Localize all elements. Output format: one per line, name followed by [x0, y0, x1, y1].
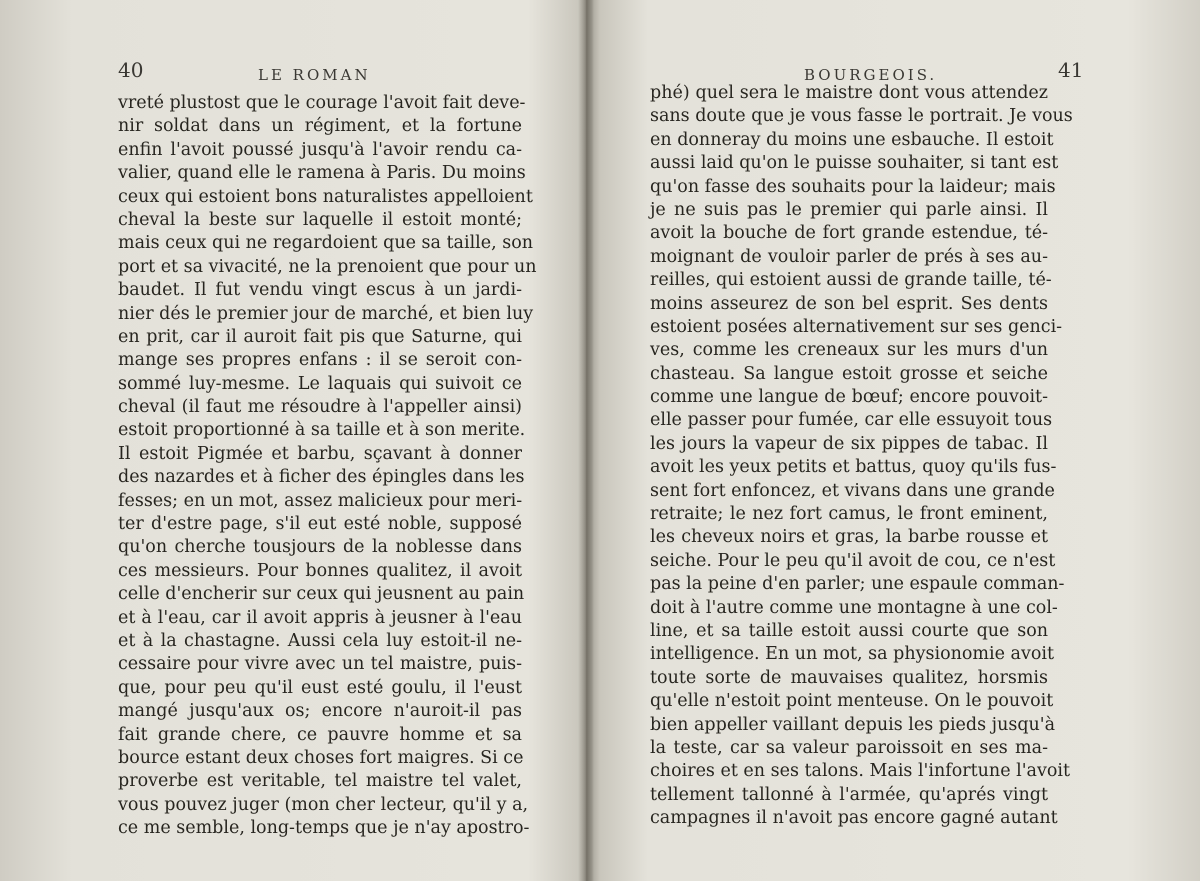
running-head: BOURGEOIS. — [804, 66, 938, 84]
text-line: vreté plustost que le courage l'avoit fait deve- — [118, 93, 526, 113]
text-line: choires et en ses talons. Mais l'infortune l'avoit — [650, 761, 1070, 782]
text-line: des nazardes et à ficher des épingles dans les — [118, 467, 525, 488]
text-line: qu'elle n'estoit point menteuse. On le pouvoit — [650, 691, 1054, 712]
text-line: pas la peine d'en parler; une espaule comman- — [650, 574, 1065, 595]
text-line: ter d'estre page, s'il eut esté noble, supposé — [118, 514, 522, 535]
text-line: avoit la bouche de fort grande estendue, té- — [650, 223, 1048, 244]
text-line: celle d'encherir sur ceux qui jeusnent au pain — [118, 584, 525, 605]
text-line: les jours la vapeur de six pippes de tabac. Il — [650, 433, 1048, 454]
text-line: et à la chastagne. Aussi cela luy estoit-il ne- — [118, 630, 522, 651]
text-line: ceux qui estoient bons naturalistes appelloient — [118, 186, 533, 207]
text-line: seiche. Pour le peu qu'il avoit de cou, ce n'est — [650, 550, 1056, 571]
text-line: ves, comme les creneaux sur les murs d'un — [650, 340, 1048, 361]
text-line: moins asseurez de son bel esprit. Ses dents — [650, 293, 1048, 314]
text-line: bource estant deux choses fort maigres. Si ce — [118, 747, 524, 768]
text-line: fesses; en un mot, assez malicieux pour meri- — [118, 490, 523, 511]
text-line: proverbe est veritable, tel maistre tel valet, — [118, 771, 522, 792]
text-line: les cheveux noirs et gras, la barbe rousse et — [650, 527, 1048, 548]
right-page — [590, 0, 1200, 881]
text-line: avoit les yeux petits et battus, quoy qu'ils fus- — [650, 457, 1057, 478]
text-line: que, pour peu qu'il eust esté goulu, il l'eust — [118, 677, 522, 698]
text-line: elle passer pour fumée, car elle essuyoit tous — [650, 410, 1053, 431]
text-line: campagnes il n'avoit pas encore gagné autant — [650, 808, 1058, 829]
text-line: en donneray du moins une esbauche. Il estoit — [650, 129, 1054, 150]
text-line: en prit, car il auroit fait pis que Saturne, qui — [118, 326, 522, 347]
text-line: aussi laid qu'on le puisse souhaiter, si tant est — [650, 153, 1059, 174]
text-line: estoient posées alternativement sur ses genci- — [650, 316, 1063, 337]
page-number: 41 — [1058, 58, 1084, 82]
text-line: cheval (il faut me résoudre à l'appeller ainsi) — [118, 397, 522, 418]
text-line: doit à l'autre comme une montagne à une col- — [650, 597, 1058, 618]
text-line: qu'on cherche tousjours de la noblesse dans — [118, 537, 522, 558]
text-line: valier, quand elle le ramena à Paris. Du moins — [118, 163, 526, 184]
text-line: vous pouvez juger (mon cher lecteur, qu'il y a, — [118, 794, 529, 815]
text-line: ce me semble, long-temps que je n'ay apostro- — [118, 818, 530, 839]
text-line: phé) quel sera le maistre dont vous attendez — [650, 83, 1048, 103]
text-line: mange ses propres enfans : il se seroit con- — [118, 350, 522, 371]
text-line: line, et sa taille estoit aussi courte que son — [650, 620, 1048, 641]
text-line: je ne suis pas le premier qui parle ainsi. Il — [650, 199, 1048, 220]
page-number: 40 — [118, 58, 144, 82]
text-line: intelligence. En un mot, sa physionomie avoit — [650, 644, 1055, 665]
text-line: fait grande chere, ce pauvre homme et sa — [118, 724, 522, 745]
text-line: sent fort enfoncez, et vivans dans une grande — [650, 480, 1055, 501]
text-line: sommé luy-mesme. Le laquais qui suivoit ce — [118, 373, 522, 394]
text-line: toute sorte de mauvaises qualitez, horsmis — [650, 667, 1048, 688]
text-line: tellement tallonné à l'armée, qu'aprés vingt — [650, 784, 1048, 805]
text-line: chasteau. Sa langue estoit grosse et seiche — [650, 363, 1048, 384]
text-line: ces messieurs. Pour bonnes qualitez, il avoit — [118, 560, 522, 581]
text-line: enfin l'avoit poussé jusqu'à l'avoir rendu ca- — [118, 139, 522, 160]
text-line: nir soldat dans un régiment, et la fortune — [118, 116, 522, 137]
text-line: comme une langue de bœuf; encore pouvoit- — [650, 387, 1048, 408]
text-line: bien appeller vaillant depuis les pieds jusqu'à — [650, 714, 1056, 735]
text-line: estoit proportionné à sa taille et à son merite. — [118, 420, 526, 441]
text-line: cessaire pour vivre avec un tel maistre, puis- — [118, 654, 522, 675]
text-line: reilles, qui estoient aussi de grande taille, té- — [650, 270, 1052, 291]
text-line: Il estoit Pigmée et barbu, sçavant à donner — [118, 443, 522, 464]
text-line: baudet. Il fut vendu vingt escus à un jardi- — [118, 280, 522, 301]
text-line: moignant de vouloir parler de prés à ses au- — [650, 246, 1048, 267]
text-line: sans doute que je vous fasse le portrait. Je vous — [650, 106, 1073, 127]
text-line: nier dés le premier jour de marché, et bien luy — [118, 303, 534, 324]
text-line: qu'on fasse des souhaits pour la laideur; mais — [650, 176, 1056, 197]
text-line: port et sa vivacité, ne la prenoient que pour un — [118, 256, 537, 277]
text-line: retraite; le nez fort camus, le front eminent, — [650, 504, 1048, 525]
text-line: mangé jusqu'aux os; encore n'auroit-il pas — [118, 701, 522, 722]
left-page — [0, 0, 585, 881]
running-head: LE ROMAN — [258, 66, 371, 84]
text-line: mais ceux qui ne regardoient que sa taille, son — [118, 233, 534, 254]
text-line: cheval la beste sur laquelle il estoit monté; — [118, 209, 522, 230]
page-body-text — [650, 82, 1073, 831]
text-line: la teste, car sa valeur paroissoit en ses ma- — [650, 737, 1048, 758]
text-line: et à l'eau, car il avoit appris à jeusner à l'eau — [118, 607, 522, 628]
page-body-text — [118, 92, 537, 841]
